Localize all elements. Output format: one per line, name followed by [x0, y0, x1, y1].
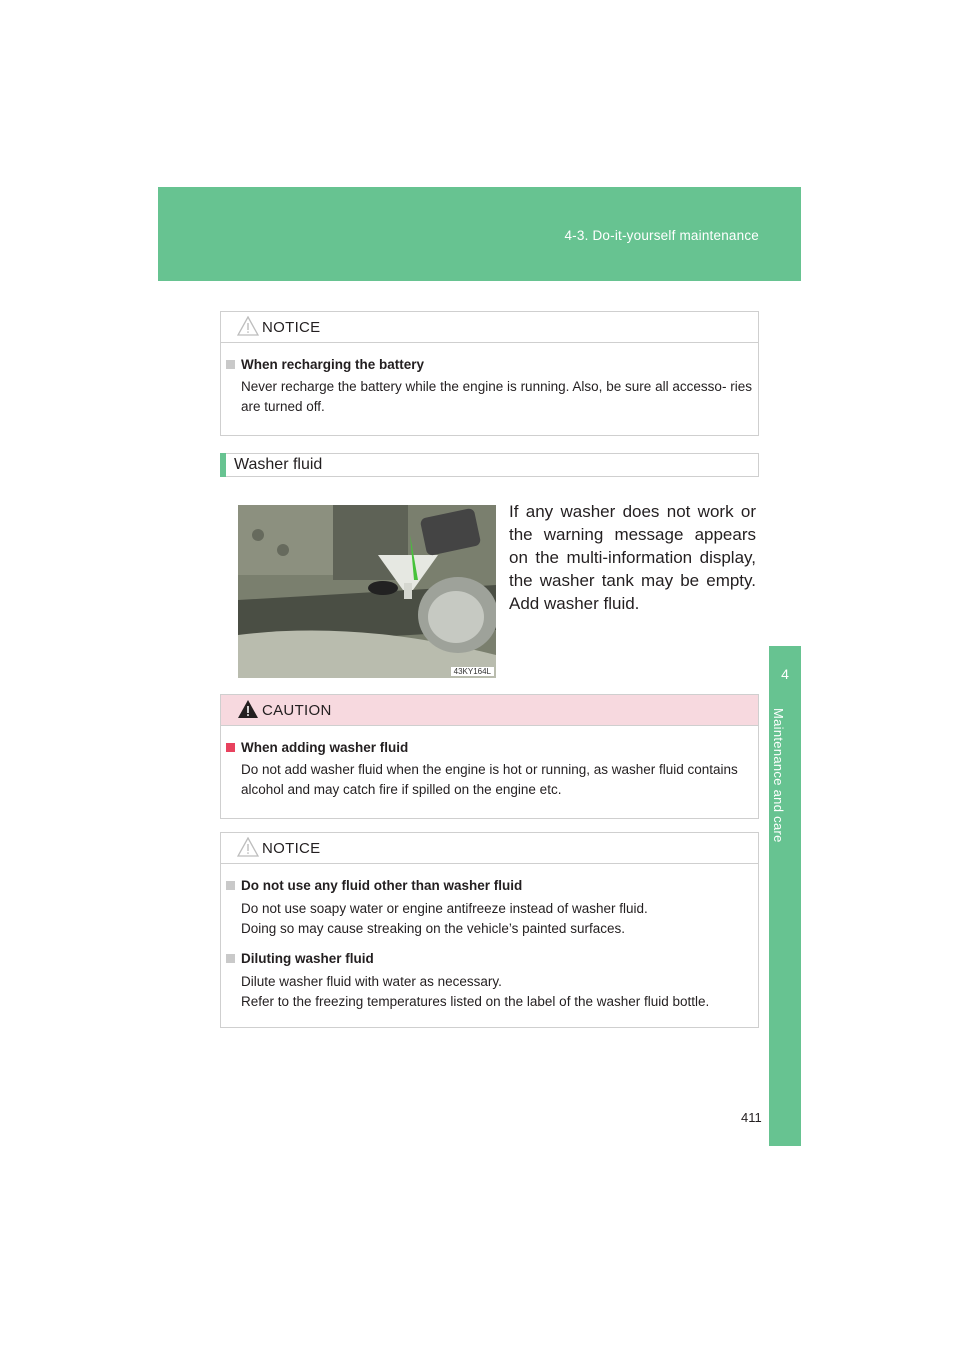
page-number: 411 — [741, 1110, 762, 1125]
notice-header — [221, 312, 758, 343]
square-bullet-icon — [226, 881, 235, 890]
section-heading-text: Washer fluid — [234, 456, 323, 473]
notice-item-body: Never recharge the battery while the engine is running. Also, be sure all accesso- ries are turned off. — [241, 379, 752, 414]
washer-fluid-photo — [238, 505, 496, 678]
notice-item-body: Dilute washer fluid with water as necessary. — [241, 974, 502, 989]
warning-outline-icon — [237, 837, 259, 857]
notice-heading-text: Diluting washer fluid — [241, 951, 374, 966]
caution-item-heading — [223, 740, 752, 755]
caution-box-washer — [220, 694, 759, 819]
square-bullet-icon — [226, 743, 235, 752]
header-band — [158, 187, 801, 281]
chapter-label: Maintenance and care — [771, 708, 786, 843]
notice-item-heading — [223, 951, 752, 966]
section-title: 4-3. Do-it-yourself maintenance — [564, 228, 759, 243]
engine-bay-illustration — [238, 505, 496, 678]
notice-heading-text: Do not use any fluid other than washer fluid — [241, 878, 523, 893]
warning-outline-icon — [237, 316, 259, 336]
square-bullet-icon — [226, 954, 235, 963]
notice-item-body: Refer to the freezing temperatures listed on the label of the washer fluid bottle. — [241, 994, 710, 1009]
notice-item-body: Doing so may cause streaking on the vehicle’s painted surfaces. — [241, 921, 625, 936]
chapter-side-tab — [769, 646, 801, 1146]
section-accent-bar — [220, 453, 226, 477]
caution-title: CAUTION — [262, 702, 332, 719]
notice-heading-text: When recharging the battery — [241, 357, 425, 372]
warning-icon — [237, 699, 259, 719]
notice-title: NOTICE — [262, 840, 321, 857]
image-code-label: 43KY164L — [451, 667, 494, 676]
washer-fluid-description: If any washer does not work or the warning message appears on the multi-information display, the washer tank may be empty. Add washer fluid. — [509, 502, 756, 613]
caution-item-body: Do not add washer fluid when the engine is hot or running, as washer fluid contains alcohol and may catch fire if spilled on the engine etc. — [241, 762, 738, 797]
caution-header — [221, 695, 758, 726]
notice-header — [221, 833, 758, 864]
notice-item-body: Do not use soapy water or engine antifreeze instead of washer fluid. — [241, 901, 648, 916]
notice-title: NOTICE — [262, 319, 321, 336]
notice-item-heading — [223, 878, 752, 893]
chapter-number: 4 — [781, 666, 789, 682]
section-heading-washer-fluid — [220, 453, 759, 477]
notice-box-battery — [220, 311, 759, 436]
caution-heading-text: When adding washer fluid — [241, 740, 409, 755]
notice-item-heading — [223, 357, 752, 372]
notice-box-washer — [220, 832, 759, 1028]
square-bullet-icon — [226, 360, 235, 369]
